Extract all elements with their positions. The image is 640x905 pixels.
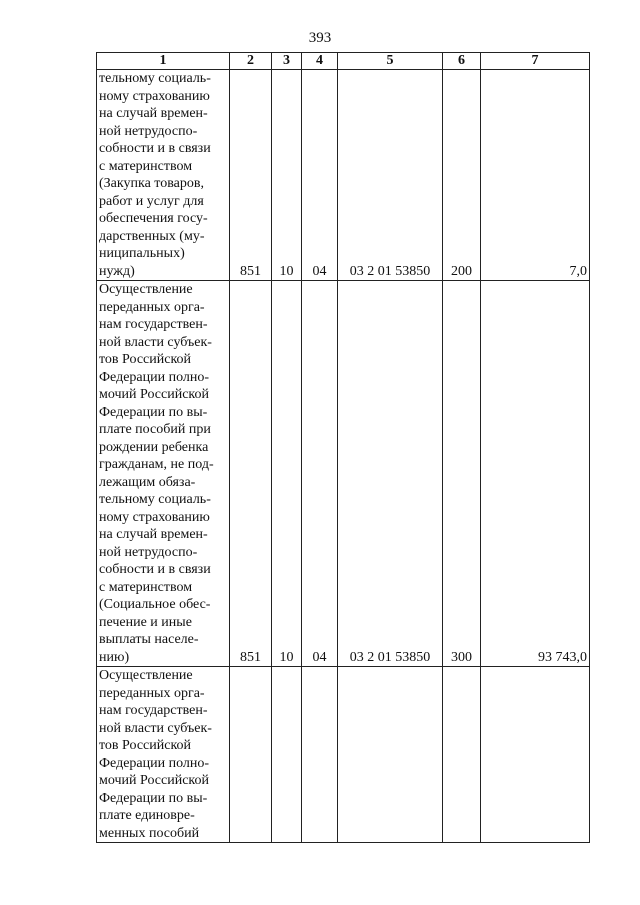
row-subsection-code bbox=[302, 667, 338, 843]
row-ministry-code: 851 bbox=[230, 70, 272, 281]
page-number: 393 bbox=[308, 30, 332, 46]
column-header-4: 4 bbox=[302, 53, 338, 70]
column-header-6: 6 bbox=[443, 53, 481, 70]
column-header-2: 2 bbox=[230, 53, 272, 70]
row-section-code: 10 bbox=[272, 281, 302, 667]
table-header-row bbox=[97, 53, 590, 70]
row-expense-type: 300 bbox=[443, 281, 481, 667]
row-subsection-code: 04 bbox=[302, 281, 338, 667]
row-amount bbox=[481, 667, 590, 843]
row-description: Осуществление переданных орга- нам государствен- ной власти субъек- тов Российской Федерации полно- мочий Российской Федерации по вы- плате единовре- менных пособий bbox=[97, 667, 230, 843]
row-expense-type bbox=[443, 667, 481, 843]
table-row bbox=[97, 281, 590, 667]
row-description: Осуществление переданных орга- нам государствен- ной власти субъек- тов Российской Федерации полно- мочий Российской Федерации по вы- плате пособий при рождении ребенка гражданам, не под- лежащим обяза- тельному социаль- ному страхованию на случай времен- ной нетрудоспо- собности и в связи с материнством (Социальное обес- печение и иные выплаты населе- нию) bbox=[97, 281, 230, 667]
row-target-article: 03 2 01 53850 bbox=[338, 281, 443, 667]
column-header-5: 5 bbox=[338, 53, 443, 70]
row-target-article: 03 2 01 53850 bbox=[338, 70, 443, 281]
row-amount: 7,0 bbox=[481, 70, 590, 281]
row-ministry-code: 851 bbox=[230, 281, 272, 667]
row-expense-type: 200 bbox=[443, 70, 481, 281]
row-target-article bbox=[338, 667, 443, 843]
row-ministry-code bbox=[230, 667, 272, 843]
row-amount: 93 743,0 bbox=[481, 281, 590, 667]
row-section-code bbox=[272, 667, 302, 843]
table-row bbox=[97, 70, 590, 281]
row-description: тельному социаль- ному страхованию на случай времен- ной нетрудоспо- собности и в связи с материнством (Закупка товаров, работ и услуг для обеспечения госу- дарственных (му- ниципальных) нужд) bbox=[97, 70, 230, 281]
row-section-code: 10 bbox=[272, 70, 302, 281]
column-header-1: 1 bbox=[97, 53, 230, 70]
column-header-7: 7 bbox=[481, 53, 590, 70]
budget-table bbox=[96, 52, 590, 843]
column-header-3: 3 bbox=[272, 53, 302, 70]
row-subsection-code: 04 bbox=[302, 70, 338, 281]
table-row bbox=[97, 667, 590, 843]
